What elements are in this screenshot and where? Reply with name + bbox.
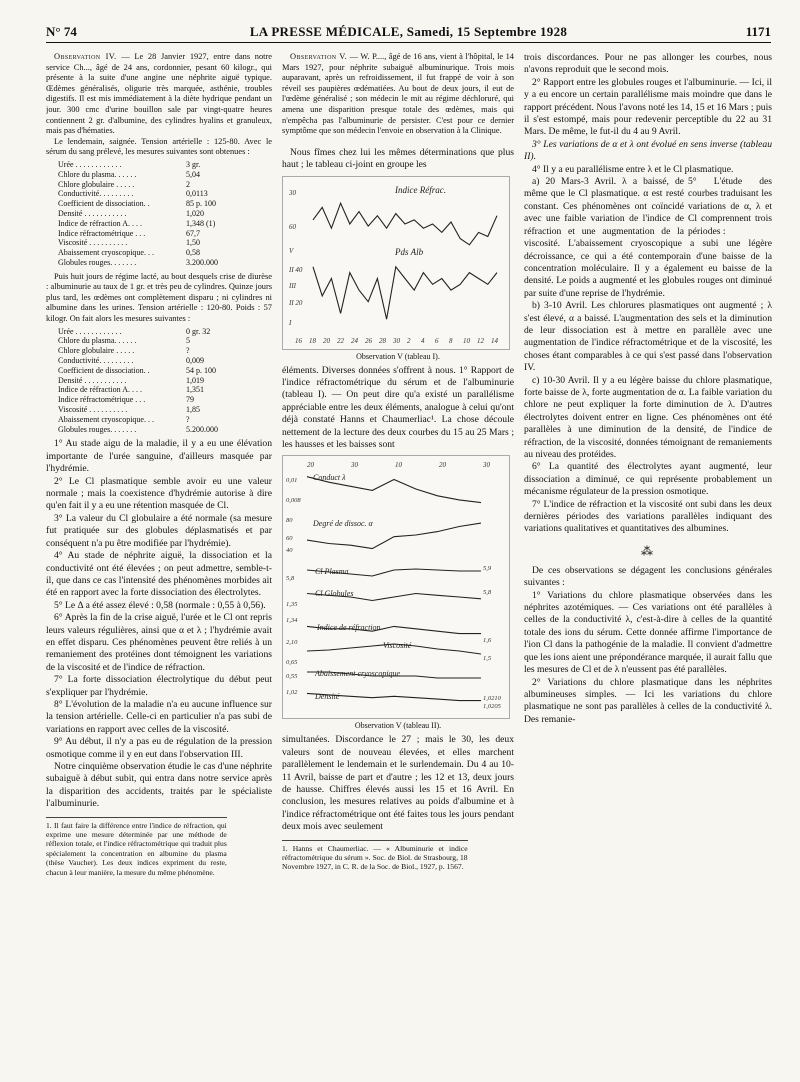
col3-p3: 3° Les variations de α et λ ont évolué en sens inverse (tableau II).: [524, 138, 772, 163]
measure-label: Urée . . . . . . . . . . . .: [58, 159, 122, 169]
x-tick-label: 20: [323, 336, 330, 345]
col3-p12: 1° Variations du chlore plasmatique observées dans les néphrites azotémiques. — Ces variations ont été parallèles à celles de la conductivité λ, c'est-à-dire à celles de la quantité totale des ions du sérum. Cette donnée affirme l'importance de l'ion Cl dans la pathogénie de la maladie. Il convient d'admettre que les ions aient une prépondérance marquée, il aurait fallu que les mesures de Cl et de λ n'eussent pas été parallèles.: [524, 589, 772, 676]
measure-value: 0,0113: [186, 189, 208, 199]
col3-p4: 4° Il y a eu parallélisme entre λ et le Cl plasmatique.: [532, 163, 734, 175]
obs5-text: — W. P...., âgé de 16 ans, vient à l'hôpital, le 14 Mars 1927, pour néphrite subaiguë albuminurique. Trois mois auparavant, après un refroidissement, il fut frappé de voir à son réveil ses paupières œdématiées. Au bout de deux jours, il eut de l'œdème généralisé ; son médecin le mit au régime déchloruré, qui amena une disparition presque totale des œdèmes, mais qui n'empêcha pas l'albuminurie de persister. C'est pour ce dernier symptôme que son médecin l'envoie en observation à la Clinique.: [282, 52, 514, 136]
table-row: [58, 170, 218, 180]
y-tick-label: 1,34: [286, 617, 298, 625]
table-row: [58, 258, 218, 268]
y-tick-label: 2,10: [286, 639, 298, 647]
table-row: [58, 405, 218, 415]
column-left: [46, 52, 272, 1057]
x-tick-label: 30: [393, 336, 400, 345]
measure-value: 5.200.000: [186, 424, 218, 434]
x-tick-label: 18: [309, 336, 316, 345]
y-tick-label: I: [289, 318, 292, 327]
journal-title: LA PRESSE MÉDICALE, Samedi, 15 Septembre 1928: [249, 24, 568, 39]
measure-label: Conductivité. . . . . . . . .: [58, 189, 134, 199]
figure-1-caption: Observation V (tableau I).: [356, 351, 440, 361]
y-tick-label: III: [289, 281, 296, 290]
obs4-lead: Observation IV.: [54, 52, 117, 61]
right-label: 1,5: [483, 655, 492, 663]
series-label: Cl Plasma: [315, 567, 349, 577]
col3-p13: 2° Variations du chlore plasmatique dans les néphrites albumineuses simples. — Ici les variations du chlore plasmatique ne sont pas parallèles à celles de la conductivité λ. Des remanie-: [524, 676, 772, 725]
table-row: [58, 356, 218, 366]
conclusion-point: 4° Au stade de néphrite aiguë, la dissociation et la conductivité ont été élevées ; on peut admettre, semble-t-il, que dans ce cas l'intensité des phénomènes morbides ait été en rapport avec la forte dissociation des électrolytes.: [46, 550, 272, 599]
measure-label: Chlore globulaire . . . . .: [58, 179, 135, 189]
y-tick-label: 0,55: [286, 673, 298, 681]
col3-p2: 2° Rapport entre les globules rouges et l'albuminurie. — Ici, il y a eu encore un certain parallélisme mais moindre que dans le rapport précédent. Nous l'avons noté les 14, 15 et 16 Mars ; puis il s'est estompé, mais pour redevenir perceptible du 22 au 31 Mars. De même, le fut-il du 4 au 9 Avril.: [524, 76, 772, 138]
table-row: [58, 346, 218, 356]
table-row: [58, 366, 218, 376]
conclusion-point: 9° Au début, il n'y a pas eu de régulation de la pression osmotique comme il y en eut dans l'observation III.: [46, 736, 272, 760]
table-row: [58, 395, 218, 405]
table-row: [58, 415, 218, 425]
obs4-paragraph: [46, 52, 272, 137]
measure-value: ?: [186, 346, 190, 356]
x-tick-label: 2: [407, 336, 411, 345]
y-tick-label: V: [289, 246, 294, 255]
measure-label: Conductivité. . . . . . . . .: [58, 356, 134, 366]
x-tick-label: 22: [337, 336, 344, 345]
measure-label: Globules rouges. . . . . . .: [58, 424, 137, 434]
footnote: 1. Hanns et Chaumerliac. — « Albuminurie et indice réfractométrique du sérum ». Soc. de Biol. de Strasbourg, 18 Novembre 1927, in C. R. de la Soc. de Biol., 1927, p. 1567.: [282, 840, 468, 872]
measure-label: Coefficient de dissociation. .: [58, 199, 150, 209]
conclusion-point: 6° Après la fin de la crise aiguë, l'urée et le Cl ont repris leurs valeurs régulières, ainsi que α et λ ; l'hydrémie avait en effet disparu. Ces phénomènes peuvent être reliés à un remaniement des protéines dont témoignent les variations de la viscosité et de l'indice de réfraction.: [46, 612, 272, 673]
x-tick-label: 6: [435, 336, 439, 345]
x-tick-label: 4: [421, 336, 425, 345]
measure-value: 1,020: [186, 208, 204, 218]
measure-label: Chlore du plasma. . . . . .: [58, 336, 137, 346]
measure-label: Chlore globulaire . . . . .: [58, 346, 135, 356]
right-label: 1,0205: [483, 703, 501, 711]
x-tick-label: 12: [477, 336, 484, 345]
measure-label: Abaissement cryoscopique. . .: [58, 248, 154, 258]
measure-label: Viscosité . . . . . . . . . .: [58, 405, 128, 415]
series-line-indice: [313, 203, 497, 245]
x-tick-label: 20: [439, 461, 446, 470]
series-line-albumine: [313, 266, 497, 318]
measure-label: Viscosité . . . . . . . . . .: [58, 238, 128, 248]
y-tick-label: II 20: [289, 298, 303, 307]
measure-value: 54 p. 100: [186, 365, 216, 375]
col3-p10: 7° L'indice de réfraction et la viscosité ont subi dans les deux dernières périodes des variations parallèles indiquant des variations qualitatives et quantitatives des albumines.: [524, 498, 772, 535]
measure-value: 1,85: [186, 405, 200, 415]
measures-table-2: [58, 327, 218, 435]
measure-label: Indice de réfraction A. . . .: [58, 385, 142, 395]
measure-value: 1,348 (1): [186, 218, 216, 228]
obs5-paragraph: [282, 52, 514, 137]
y-tick-label: 0,01: [286, 477, 298, 485]
measure-label: Indice de réfraction A. . . .: [58, 218, 142, 228]
table-row: [58, 238, 218, 248]
y-tick-label: 1,02: [286, 689, 298, 697]
col3-p5: 5° L'étude des courbes traduisant les variations de α, λ et Cl comprennent trois périodes :: [688, 176, 772, 237]
col2-p2: Nous fîmes chez lui les mêmes déterminations que plus haut ; le tableau ci-joint en groupe les: [282, 146, 514, 171]
column-right: [524, 52, 772, 1057]
conclusion-point: 7° La forte dissociation électrolytique du début peut s'expliquer par l'hydrémie.: [46, 674, 272, 698]
measure-label: Densité . . . . . . . . . . .: [58, 375, 127, 385]
right-label: 5,9: [483, 565, 492, 573]
x-tick-label: 10: [395, 461, 402, 470]
y-tick-label: 60: [286, 535, 293, 543]
series-label: Viscosité: [383, 641, 412, 651]
running-header: [46, 24, 771, 43]
conclusion-point: 1° Au stade aigu de la maladie, il y a eu une élévation importante de l'urée sanguine, d'ailleurs masquée par l'hydrémie.: [46, 438, 272, 475]
measure-value: 1,50: [186, 238, 200, 248]
measure-value: ?: [186, 414, 190, 424]
series-label: Cl Globules: [315, 589, 354, 599]
measure-label: Globules rouges. . . . . . .: [58, 257, 137, 267]
x-tick-label: 16: [295, 336, 302, 345]
right-label: 1,6: [483, 637, 492, 645]
x-tick-label: 20: [307, 461, 314, 470]
table-row: [58, 180, 218, 190]
page-number: 1171: [745, 24, 771, 39]
measures-table-1: [58, 160, 218, 268]
table-row: [58, 219, 218, 229]
measure-value: 0,009: [186, 356, 204, 366]
col3-p11: De ces observations se dégagent les conclusions générales suivantes :: [524, 564, 772, 589]
table-row: [58, 336, 218, 346]
measure-label: Abaissement cryoscopique. . .: [58, 414, 154, 424]
measure-value: 85 p. 100: [186, 199, 216, 209]
measure-label: Urée . . . . . . . . . . . .: [58, 326, 122, 336]
measure-value: 1,019: [186, 375, 204, 385]
series-label: Pds Alb: [395, 246, 424, 257]
x-tick-label: 14: [491, 336, 498, 345]
y-tick-label: II 40: [289, 265, 303, 274]
obs4-text: — Le 28 Janvier 1927, entre dans notre service Ch..., âgé de 24 ans, cordonnier, pesant 60 kilogr., qui présente à la suite d'une angine une néphrite aiguë typique. Œdèmes généralisés, oligurie très marquée, asthénie, troubles digestifs. Il est mis immédiatement à la diète hydrique pendant un jour. 300 cmc d'urine bouillon sale par vingt-quatre heures contiennent 2 gr. d'albumine, des cylindres hyalins et granuleux, mais pas d'hématies.: [46, 52, 272, 136]
measure-value: 3 gr.: [186, 159, 201, 169]
x-tick-label: 26: [365, 336, 372, 345]
asterism: ⁂: [641, 543, 655, 558]
obs4-p3: Puis huit jours de régime lacté, au bout desquels crise de diurèse : albuminurie au taux de 1 gr. et très peu de cylindres. Quinze jours plus tard, les œdèmes ont complètement disparu ; ni cylindres ni albumine dans les urines. Tension artérielle : 120-80. Poids : 57 kilogr. On fait alors les mesures suivantes :: [46, 271, 272, 324]
col2-p3: éléments. Diverses données s'offrent à nous. 1° Rapport de l'indice réfractométrique du sérum et de l'albuminurie (tableau I). — On peut dire qu'a existé un parallélisme appréciable entre les deux éléments, analogue à celui qu'ont déjà constaté Hanns et Chaumerliac¹. La chose découle nettement de la lecture des deux courbes du 15 au 25 Mars ; les hausses et les baisses sont: [282, 364, 514, 450]
col3-p9: 6° La quantité des électrolytes ayant augmenté, leur dissociation a diminué, ce qui représente probablement un mécanisme régulateur de la pression osmotique.: [524, 461, 772, 498]
series-label: Densité: [315, 692, 340, 702]
measure-label: Densité . . . . . . . . . . .: [58, 208, 127, 218]
col3-p1: trois discordances. Pour ne pas allonger les courbes, nous n'avons reproduit que le second mois.: [524, 52, 772, 76]
table-row: [58, 327, 218, 337]
table-row: [58, 160, 218, 170]
column-middle: [282, 52, 514, 1057]
measure-value: 5: [186, 336, 190, 346]
y-tick-label: 30: [289, 188, 296, 197]
chart-tableau-2: [283, 456, 509, 718]
col2-p4: simultanées. Discordance le 27 ; mais le 30, les deux valeurs sont de nouveau élevées, et elles marchent parallèlement le lendemain et le surlendemain. Du 4 au 10-11 Avril, baisse de part et d'autre ; les 12 et 13, deux jours de hausse. Chiffres élevés aussi les 15 et 16 Avril. En conclusion, les mesures relatives au poids d'albumine et à l'indice réfractométrique ont été faites tous les jours pendant deux mois avec seulement: [282, 734, 514, 833]
conclusion-point: 8° L'évolution de la maladie n'a eu aucune influence sur la tension artérielle. Celle-ci en particulier n'a pas subi de variations en rapport avec celles de la viscosité.: [46, 698, 272, 735]
figure-2-caption: Observation V (tableau II).: [354, 721, 442, 731]
series-label: Indice Réfrac.: [395, 184, 446, 195]
right-label: 1,0210: [483, 695, 501, 703]
y-tick-label: 40: [286, 547, 293, 555]
table-row: [58, 385, 218, 395]
footnote: 1. Il faut faire la différence entre l'indice de réfraction, qui exprime une mesure déterminée par une méthode de réflexion totale, et l'indice réfractométrique qui traduit plus spécialement la concentration en albumine du plasma (thèse Vaucher). Les deux indices expriment du reste, chacun à leur manière, la mesure du même phénomène.: [46, 817, 227, 877]
conclusion-point: 3° La valeur du Cl globulaire a été normale (sa mesure fut pratiquée sur des globules déplasmatisés et par conséquent n'a pu être modifiée par l'hydrémie).: [46, 512, 272, 549]
figure-tableau-1: [282, 176, 510, 350]
measure-value: 1,351: [186, 385, 204, 395]
x-tick-label: 8: [449, 336, 453, 345]
measure-value: 5,04: [186, 169, 200, 179]
y-tick-label: 0,65: [286, 659, 298, 667]
series-label: Abaissement cryoscopique: [315, 669, 401, 679]
col3-p8: c) 10-30 Avril. Il y a eu légère baisse du chlore plasmatique, forte baisse de λ, forte augmentation de α. La faible variation du chlore ne peut expliquer la forte diminution de λ. D'autres électrolytes doivent entrer en ligne. Ces phénomènes ont été parallèles à une diminution de la densité, de l'indice de réfraction, de la viscosité, données témoignant de remaniements au niveau des protéides.: [524, 374, 772, 460]
measure-label: Chlore du plasma. . . . . .: [58, 169, 137, 179]
table-row: [58, 209, 218, 219]
obs5-intro: Notre cinquième observation étudie le cas d'une néphrite subaiguë à début subit, qui entra dans notre service après la disparition des accidents, traités par le spécialiste l'albuminurie.: [46, 761, 272, 810]
measure-label: Coefficient de dissociation. .: [58, 365, 150, 375]
table-row: [58, 425, 218, 435]
x-tick-label: 24: [351, 336, 358, 345]
measure-value: 67,7: [186, 228, 200, 238]
x-tick-label: 28: [379, 336, 386, 345]
x-tick-label: 10: [463, 336, 470, 345]
table-row: [58, 376, 218, 386]
y-tick-label: 5,8: [286, 575, 295, 583]
measure-value: 2: [186, 179, 190, 189]
table-row: [58, 199, 218, 209]
issue-number: N° 74: [46, 24, 77, 39]
obs4-p2: Le lendemain, saignée. Tension artérielle : 125-80. Avec le sérum du sang prélevé, les mesures suivantes sont obtenues :: [46, 136, 272, 157]
measure-label: Indice réfractométrique . . .: [58, 228, 146, 238]
col3-p7: b) 3-10 Avril. Les chlorures plasmatiques ont augmenté ; λ s'est élevé, α a baissé. L'augmentation des sels et la diminution de leur dissociation est à mettre en parallèle avec une augmentation de l'indice réfractométrique et de la viscosité, les choses étant comparables à ce qui s'est passé dans l'observation IV.: [524, 300, 772, 374]
points-list: [46, 438, 272, 761]
y-tick-label: 0,008: [286, 497, 301, 505]
x-tick-label: 30: [351, 461, 358, 470]
conclusion-point: 5° Le Δ a été assez élevé : 0,58 (normale : 0,55 à 0,56).: [54, 599, 266, 611]
series-label: Degré de dissoc. α: [313, 519, 373, 529]
table-row: [58, 229, 218, 239]
right-label: 5,8: [483, 589, 492, 597]
measure-value: 79: [186, 395, 194, 405]
y-tick-label: 1,35: [286, 601, 298, 609]
measure-label: Indice réfractométrique . . .: [58, 395, 146, 405]
x-tick-label: 30: [483, 461, 490, 470]
measure-value: 3.200.000: [186, 257, 218, 267]
y-tick-label: 80: [286, 517, 293, 525]
obs5-lead: Observation V.: [290, 52, 348, 61]
table-row: [58, 248, 218, 258]
y-tick-label: 60: [289, 222, 296, 231]
series-label: Conduct λ: [313, 473, 346, 483]
series-label: Indice de réfraction: [317, 623, 381, 633]
table-row: [58, 189, 218, 199]
figure-tableau-2: [282, 455, 510, 719]
chart-tableau-1: [283, 177, 509, 349]
measure-value: 0 gr. 32: [186, 326, 211, 336]
measure-value: 0,58: [186, 248, 200, 258]
col3-p6: a) 20 Mars-3 Avril. λ a baissé, de même que le Cl plasmatique. α est resté constant. Ces phénomènes ont coïncidé avec une faible variation de l'indice de réfraction et une augmentation de la viscosité. L'abaissement cryoscopique a subi une légère décroissance, ce qui a été contemporain d'une baisse de la concentration moléculaire. Il y a également eu baisse de la densité. Le poids a augmenté et les globules rouges ont diminué par suite d'une reprise de l'hydrémie.: [524, 176, 772, 299]
conclusion-point: 2° Le Cl plasmatique semble avoir eu une valeur normale ; mais la coexistence d'hydrémie autorise à dire qu'en fait il y a eu une rétention masquée de Cl.: [46, 475, 272, 512]
